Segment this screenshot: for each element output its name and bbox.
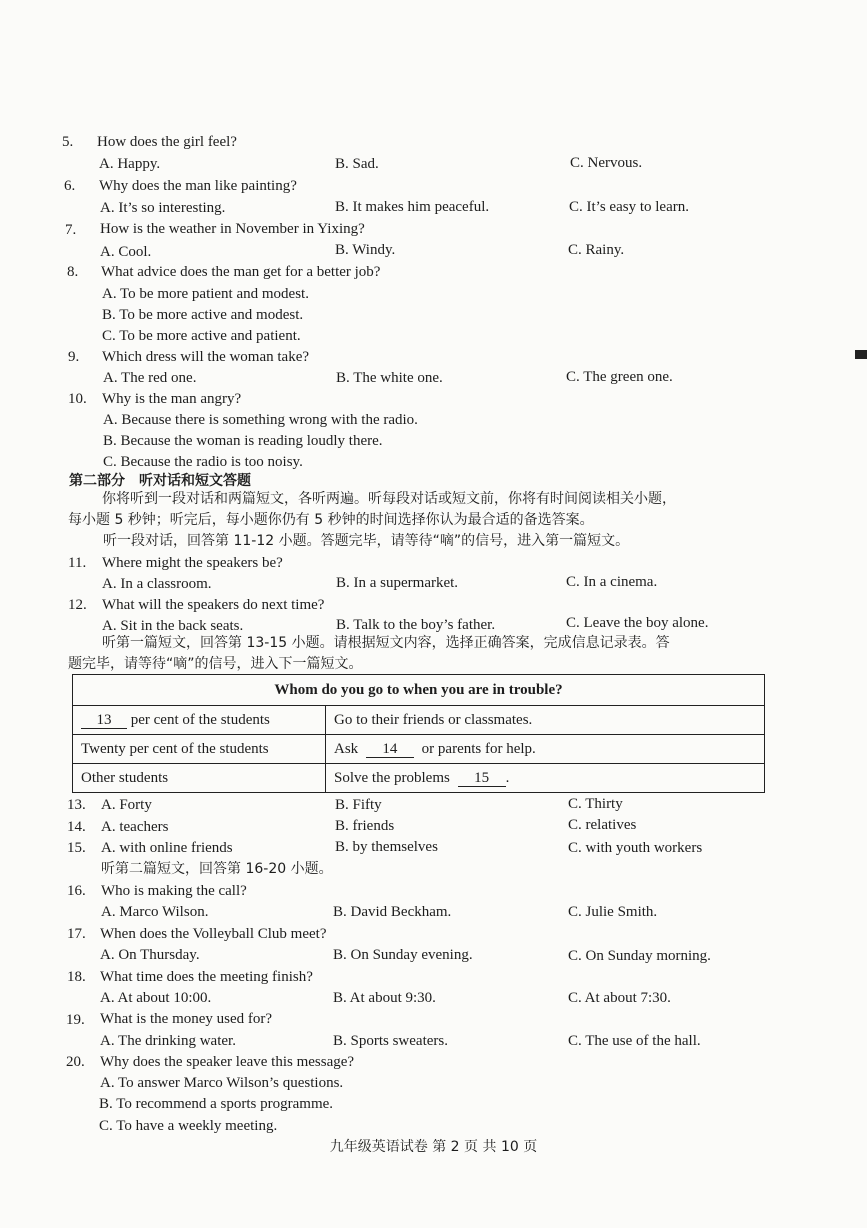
option-b: B. To be more active and modest. [102,307,304,323]
option-a: A. It’s so interesting. [100,200,226,216]
option-c: C. The use of the hall. [568,1033,701,1049]
table-cell: Go to their friends or classmates. [326,706,765,735]
option-b: B. Fifty [335,797,382,813]
instruction-16-20: 听第二篇短文，回答第 16-20 小题。 [101,861,333,877]
option-a: A. Forty [101,797,152,813]
info-record-table [72,674,765,793]
question-text: Why does the speaker leave this message? [100,1054,355,1070]
table-cell-text: per cent of the students [130,711,270,728]
option-a: A. Happy. [99,156,161,172]
question-text: How is the weather in November in Yixing? [100,221,365,237]
table-title: Whom do you go to when you are in trouble? [73,675,765,706]
option-a: A. In a classroom. [102,576,212,592]
option-b: B. Sad. [335,156,379,172]
question-text: Which dress will the woman take? [102,349,310,365]
table-row [73,706,765,735]
option-b: B. friends [335,818,395,834]
option-a: A. The drinking water. [100,1033,236,1049]
answer-blank-13[interactable]: 13 [81,712,127,729]
answer-blank-15[interactable]: 15 [458,770,506,787]
answer-blank-14[interactable]: 14 [366,741,414,758]
question-text: Why is the man angry? [102,391,242,407]
question-number: 15. [67,840,86,856]
option-a: A. with online friends [101,840,233,856]
question-number: 6. [64,178,76,194]
question-number: 10. [68,391,87,407]
option-c: C. relatives [568,817,637,833]
table-cell-text: or parents for help. [421,740,536,757]
instruction-13-15-line1: 听第一篇短文，回答第 13-15 小题。请根据短文内容，选择正确答案，完成信息记录表。答 [102,635,670,651]
table-header-row [73,675,765,706]
question-number: 13. [67,797,86,813]
option-a: A. teachers [101,819,169,835]
question-number: 7. [65,222,77,238]
section-heading: 第二部分 听对话和短文答题 [69,473,251,489]
question-number: 11. [68,555,87,571]
option-b: B. It makes him peaceful. [335,199,490,215]
table-cell: Twenty per cent of the students [73,735,326,764]
instruction-13-15-line2: 题完毕，请等待“嘀”的信号，进入下一篇短文。 [68,656,363,672]
option-c: C. To be more active and patient. [102,328,301,344]
option-a: A. On Thursday. [100,947,200,963]
option-b: B. by themselves [335,839,438,855]
question-text: What time does the meeting finish? [100,969,313,985]
option-b: B. Windy. [335,242,396,258]
option-a: A. At about 10:00. [100,990,212,1006]
scan-registration-mark [855,350,867,359]
question-text: How does the girl feel? [97,134,237,150]
table-row [73,735,765,764]
option-c: C. On Sunday morning. [568,948,711,964]
table-cell [326,735,765,764]
option-a: A. Sit in the back seats. [102,618,244,634]
table-cell-text: Solve the problems [334,769,450,786]
option-c: C. To have a weekly meeting. [99,1118,278,1134]
question-text: What advice does the man get for a better job? [101,264,381,280]
question-number: 9. [68,349,80,365]
table-cell-text: Ask [334,740,359,757]
option-b: B. At about 9:30. [333,990,436,1006]
question-number: 5. [62,134,74,150]
section-intro-line1: 你将听到一段对话和两篇短文，各听两遍。听每段对话或短文前，你将有时间阅读相关小题， [102,491,676,507]
option-c: C. Nervous. [570,155,643,171]
option-b: B. On Sunday evening. [333,947,473,963]
option-a: A. To answer Marco Wilson’s questions. [100,1075,344,1091]
question-number: 19. [66,1012,85,1028]
option-b: B. To recommend a sports programme. [99,1096,334,1112]
option-a: A. Because there is something wrong with the radio. [103,412,418,428]
option-b: B. In a supermarket. [336,575,459,591]
question-text: What will the speakers do next time? [102,597,325,613]
question-text: Why does the man like painting? [99,178,297,194]
option-c: C. Leave the boy alone. [566,615,709,631]
option-a: A. Marco Wilson. [101,904,209,920]
question-number: 14. [67,819,86,835]
table-cell [73,706,326,735]
option-a: A. To be more patient and modest. [102,286,309,302]
option-b: B. Talk to the boy’s father. [336,617,496,633]
table-cell [326,764,765,793]
option-c: C. with youth workers [568,840,703,856]
question-text: What is the money used for? [100,1011,273,1027]
question-number: 18. [67,969,86,985]
option-b: B. Because the woman is reading loudly there. [103,433,383,449]
table-cell-text: . [505,769,510,786]
table-cell: Other students [73,764,326,793]
page-footer: 九年级英语试卷 第 2 页 共 10 页 [329,1139,538,1155]
table-row [73,764,765,793]
option-c: C. It’s easy to learn. [569,199,689,215]
option-c: C. In a cinema. [566,574,658,590]
question-number: 20. [66,1054,85,1070]
section-intro-line2: 每小题 5 秒钟；听完后，每小题你仍有 5 秒钟的时间选择你认为最合适的备选答案。 [68,512,594,528]
question-number: 8. [67,264,79,280]
option-c: C. The green one. [566,369,673,385]
question-text: Where might the speakers be? [102,555,283,571]
instruction-11-12: 听一段对话，回答第 11-12 小题。答题完毕，请等待“嘀”的信号，进入第一篇短文。 [103,533,630,549]
question-number: 12. [68,597,87,613]
option-c: C. Rainy. [568,242,625,258]
question-number: 16. [67,883,86,899]
option-a: A. Cool. [100,244,152,260]
option-c: C. Julie Smith. [568,904,658,920]
question-number: 17. [67,926,86,942]
option-a: A. The red one. [103,370,197,386]
question-text: Who is making the call? [101,883,247,899]
option-c: C. Thirty [568,796,623,812]
option-b: B. The white one. [336,370,443,386]
question-text: When does the Volleyball Club meet? [100,926,327,942]
option-b: B. David Beckham. [333,904,452,920]
option-b: B. Sports sweaters. [333,1033,448,1049]
option-c: C. At about 7:30. [568,990,671,1006]
option-c: C. Because the radio is too noisy. [103,454,303,470]
